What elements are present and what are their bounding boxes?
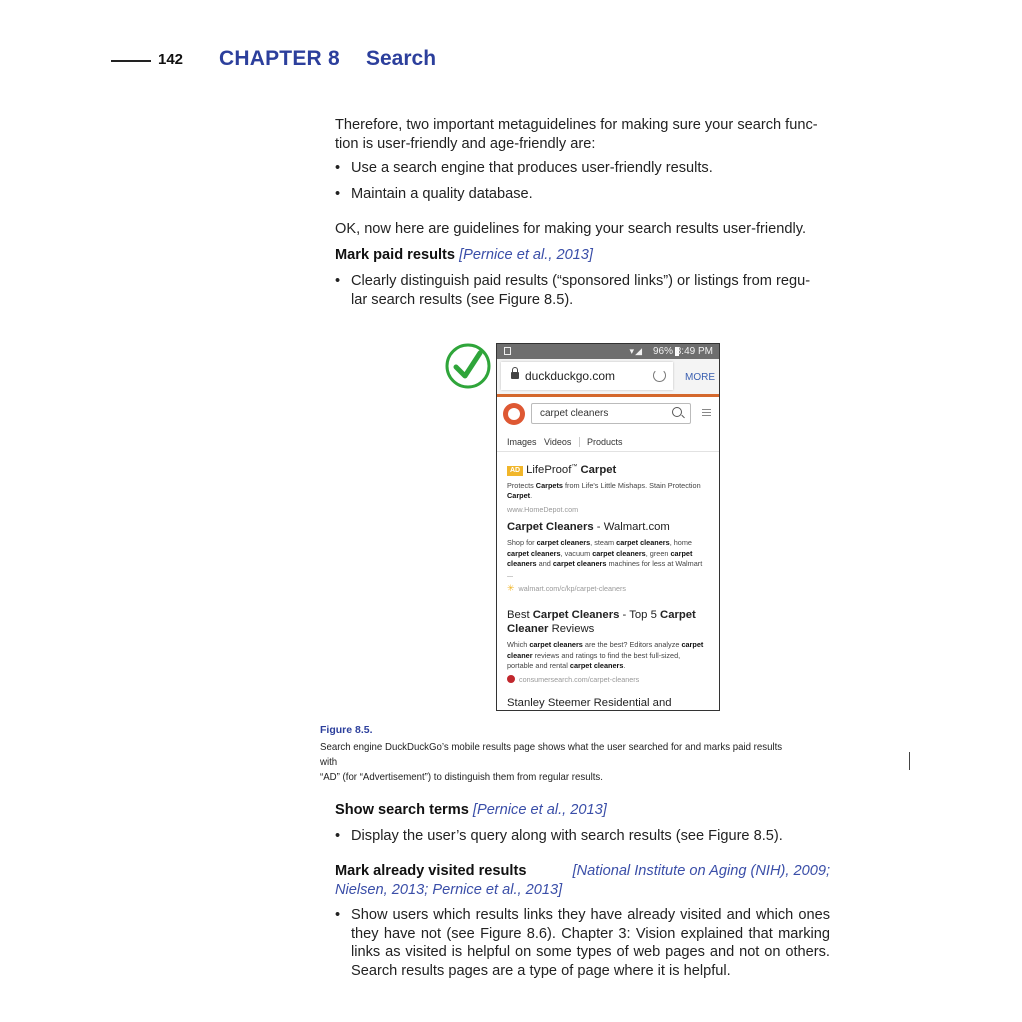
battery-percent: 96% [652, 346, 673, 357]
tab-images[interactable]: Images [507, 437, 537, 447]
search-result[interactable] [507, 520, 707, 594]
cut-off-result-title[interactable]: Stanley Steemer Residential and [507, 697, 672, 709]
walmart-favicon-icon: ✳ [507, 583, 515, 593]
figure-label: Figure 8.5. [320, 724, 373, 736]
lock-icon [511, 372, 519, 379]
bullet-marker: • [335, 828, 341, 844]
result-url[interactable]: consumersearch.com/carpet-cleaners [507, 675, 707, 684]
guideline-title: Mark paid results [335, 247, 456, 263]
chapter-title: Search [366, 47, 437, 70]
guideline-heading-visited [335, 862, 830, 899]
status-bar [497, 344, 719, 359]
sim-icon [504, 347, 511, 355]
result-url[interactable]: www.HomeDepot.com [507, 504, 579, 514]
bullet-text-line-2: lar search results (see Figure 8.5). [351, 291, 574, 308]
bullet-item [335, 827, 830, 846]
bullet-text-line-1: Clearly distinguish paid results (“sponsored links”) or listings from regu- [351, 273, 811, 289]
browser-toolbar [497, 359, 719, 397]
duckduckgo-logo[interactable] [503, 403, 525, 425]
guideline-title: Show search terms [335, 802, 469, 818]
bullet-text: Use a search engine that produces user-friendly results. [351, 160, 713, 176]
bullet-marker: • [335, 186, 341, 202]
figure-caption-line-2: “AD” (for “Advertisement”) to distinguish them from regular results. [320, 771, 603, 783]
guideline-title: Mark already visited results [335, 863, 527, 879]
search-result[interactable] [507, 608, 707, 684]
bullet-text: Maintain a quality database. [351, 186, 533, 202]
search-row [497, 397, 719, 429]
guideline-heading-paid [335, 246, 830, 265]
check-icon [444, 342, 492, 390]
result-snippet: Which carpet cleaners are the best? Editors analyze carpet cleaner reviews and ratings to find the best full-sized, portable and rental carpet cleaners. [507, 640, 704, 670]
result-snippet: Shop for carpet cleaners, steam carpet cleaners, home carpet cleaners, vacuum carpet cleaners, green carpet cleaners and carpet cleaners machines for less at Walmart ... [507, 538, 703, 579]
bullet-marker: • [335, 160, 341, 176]
search-result-ad[interactable] [507, 460, 707, 514]
bullet-marker: • [335, 907, 341, 923]
ad-badge: AD [507, 466, 523, 476]
guideline-heading-search-terms [335, 801, 830, 820]
search-query: carpet cleaners [540, 408, 609, 419]
margin-mark [909, 752, 910, 770]
bullet-marker: • [335, 273, 341, 289]
page-number: 142 [158, 51, 184, 68]
address-url: duckduckgo.com [525, 369, 616, 383]
status-time: 8:49 PM [675, 346, 713, 357]
result-title[interactable]: AD LifeProof™ Carpet [507, 460, 707, 477]
tab-videos[interactable]: Videos [544, 437, 572, 447]
bullet-item [335, 906, 830, 980]
citation: [Pernice et al., 2013] [459, 247, 593, 263]
menu-icon[interactable] [702, 409, 711, 410]
bullet-item [335, 185, 830, 204]
search-input[interactable] [531, 403, 691, 424]
result-title[interactable]: Carpet Cleaners - Walmart.com [507, 521, 670, 533]
paragraph-intro-line-2: tion is user-friendly and age-friendly are: [335, 135, 596, 152]
citation: [Pernice et al., 2013] [472, 802, 607, 818]
result-title[interactable]: Best Carpet Cleaners - Top 5 Carpet Cleaner Reviews [507, 609, 696, 635]
search-icon[interactable] [672, 407, 682, 417]
chapter-label: CHAPTER 8 [219, 47, 340, 70]
paragraph-intro-line-1: Therefore, two important metaguidelines for making sure your search func- [335, 117, 818, 133]
bullet-text: Show users which results links they have already visited and which ones they have not (see Figure 8.6). Chapter 3: Vision explained that marking links as visited is helpful on some types of web pages and not on others. Search results pages are a type of page where it is helpful. [351, 907, 830, 979]
address-bar[interactable] [501, 362, 673, 390]
bullet-text: Display the user’s query along with search results (see Figure 8.5). [351, 828, 783, 844]
bullet-item [335, 272, 830, 309]
more-button[interactable]: MORE [685, 372, 715, 383]
figure-caption-line-1: Search engine DuckDuckGo’s mobile results page shows what the user searched for and marks paid results with [320, 741, 783, 768]
citation-line-2: Nielsen, 2013; Pernice et al., 2013] [335, 881, 563, 898]
tab-divider [579, 437, 580, 447]
consumersearch-favicon-icon [507, 675, 515, 683]
header-rule [111, 60, 151, 62]
paragraph-guidelines-intro: OK, now here are guidelines for making your search results user-friendly. [335, 221, 806, 237]
bullet-item [335, 159, 830, 178]
citation-line-1: [National Institute on Aging (NIH), 2009; [572, 863, 830, 879]
result-snippet: Protects Carpets from Life's Little Mishaps. Stain Protection Carpet. [507, 480, 701, 501]
reload-icon[interactable] [653, 369, 666, 382]
signal-icon: ▾◢ [629, 346, 643, 356]
paragraph-intro [335, 116, 830, 153]
tab-products[interactable]: Products [587, 437, 623, 447]
result-url[interactable]: ✳ walmart.com/c/kp/carpet-cleaners [507, 583, 626, 593]
figure-caption [320, 740, 798, 785]
phone-screenshot [496, 343, 720, 711]
result-tabs [497, 429, 719, 452]
